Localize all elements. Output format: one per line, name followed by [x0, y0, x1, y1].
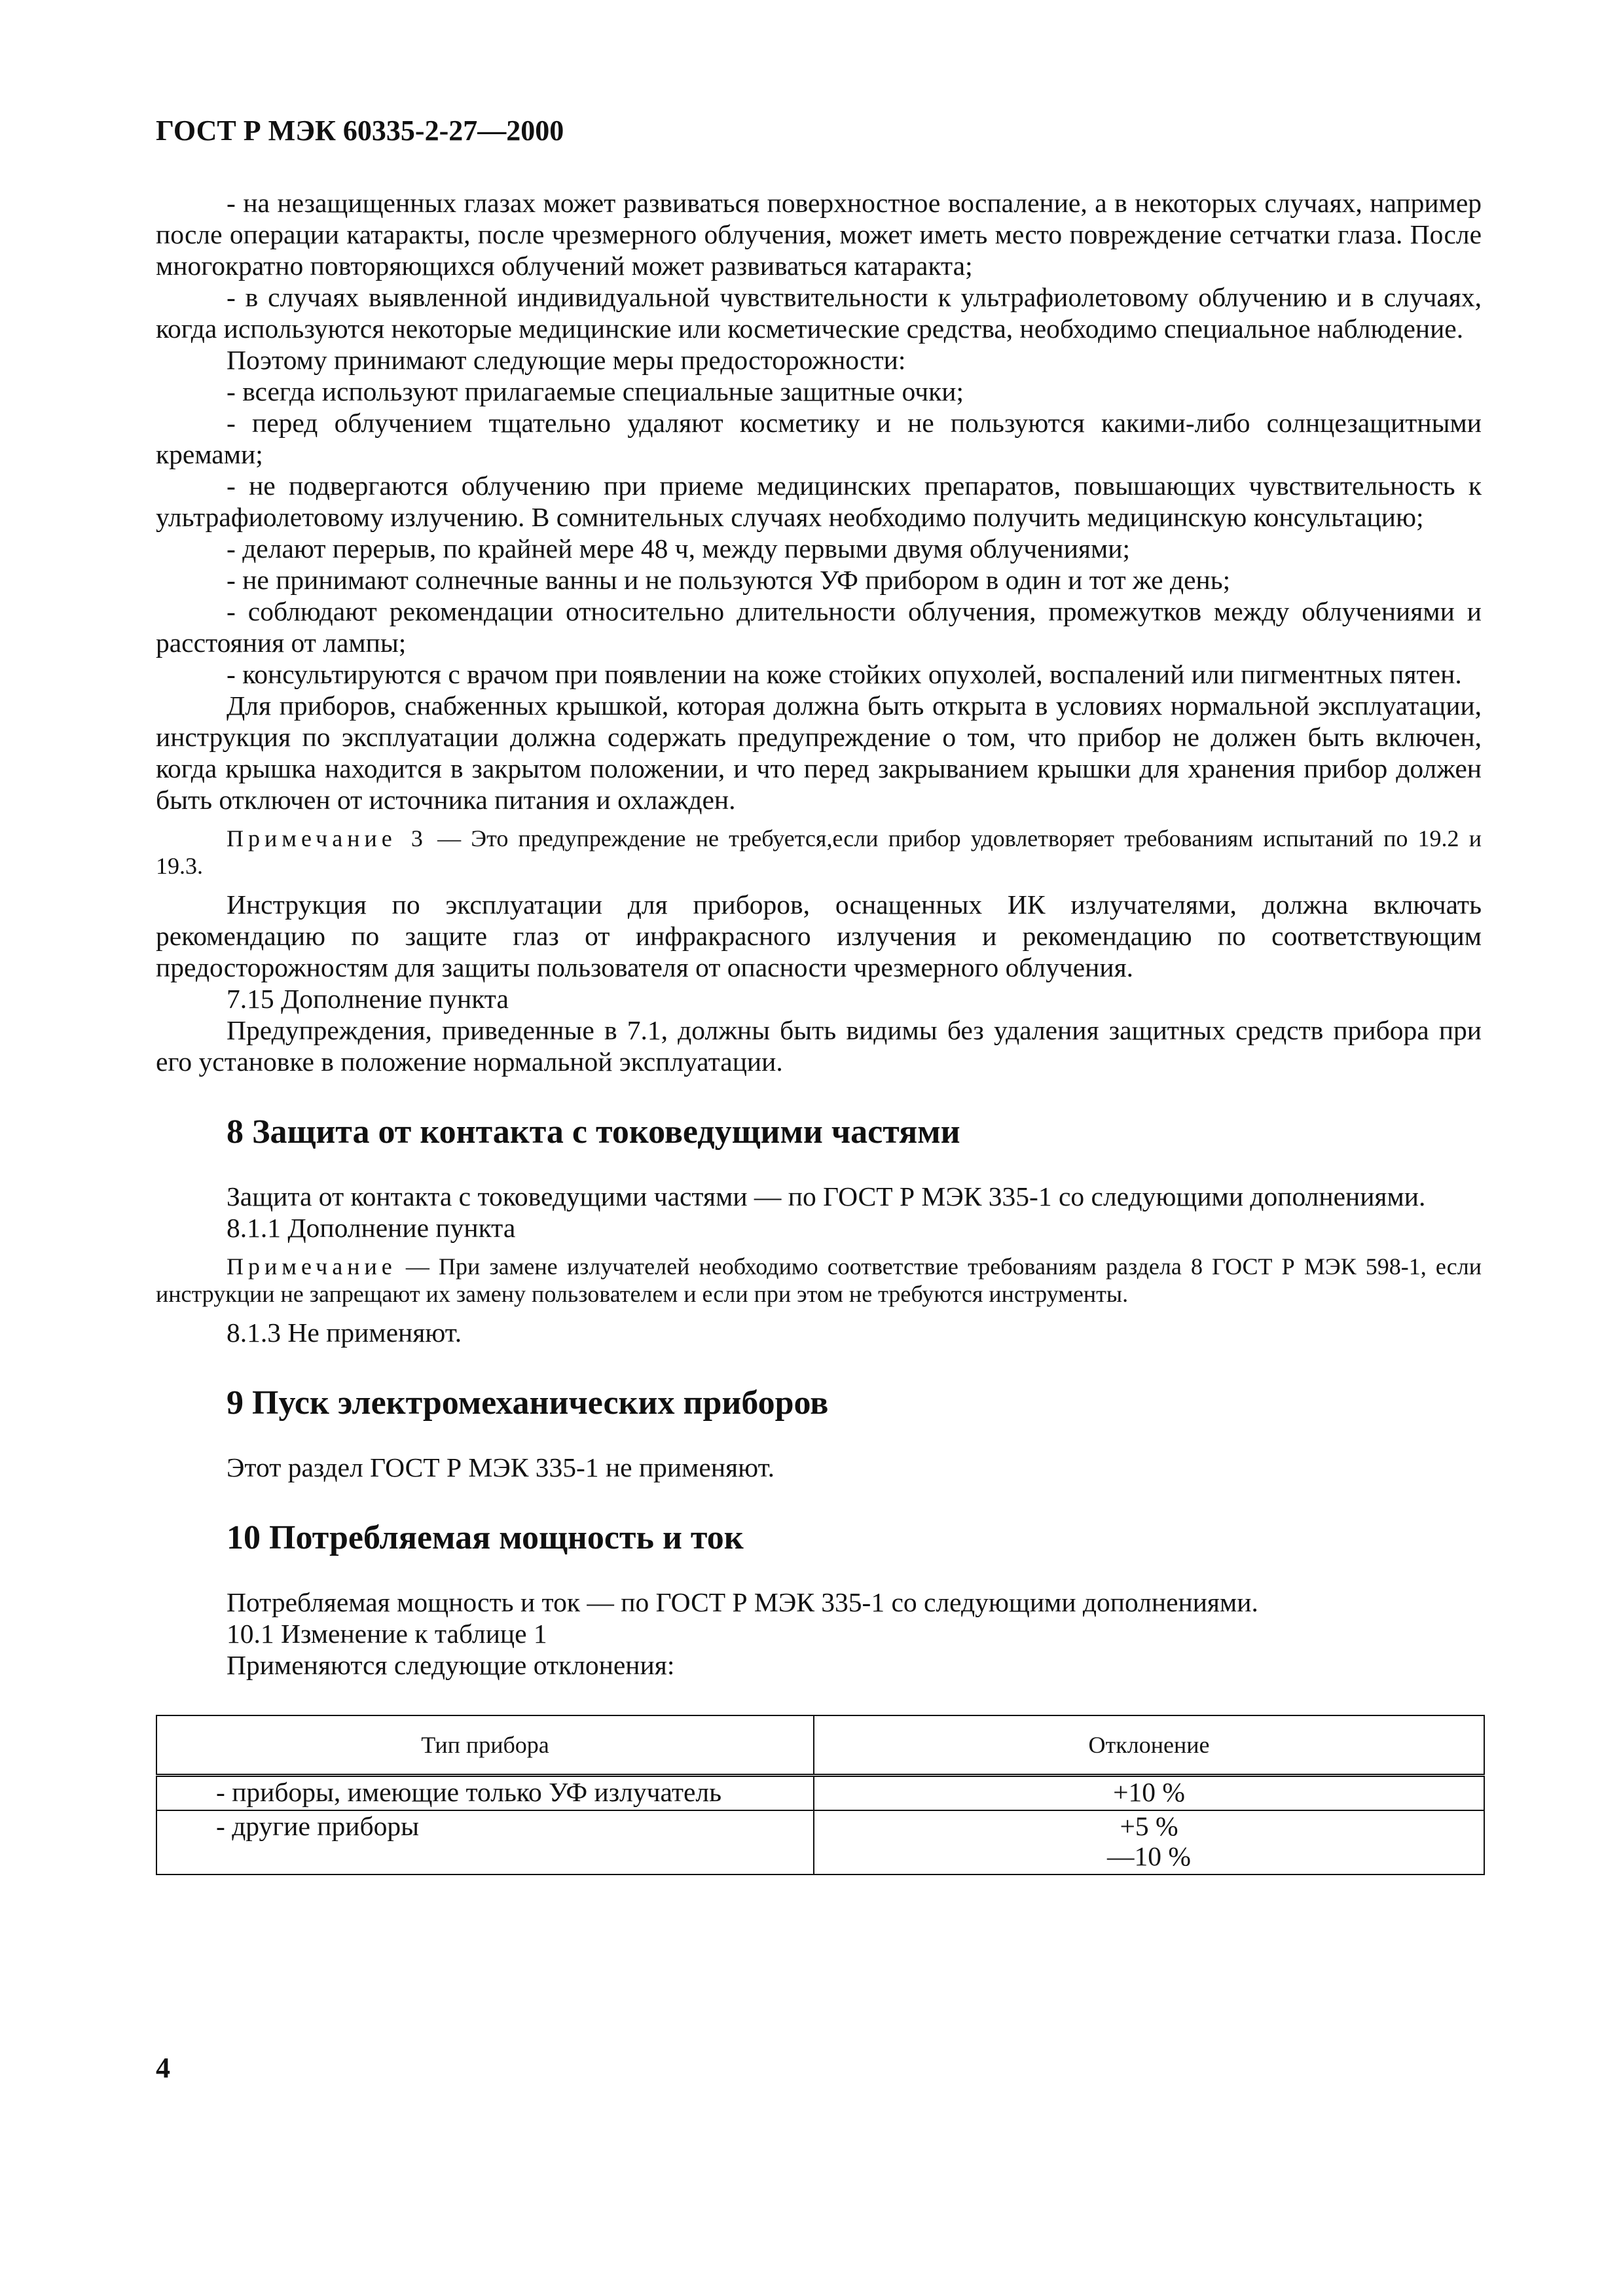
note-3-text: — Это предупреждение не требуется,если прибор удовлетворяет требованиям испытаний по 19.2 и 19.3. [156, 825, 1482, 879]
clause-7-15: 7.15 Дополнение пункта [227, 984, 509, 1014]
section-8-intro: Защита от контакта с токоведущими частями — по ГОСТ Р МЭК 335-1 со следующими дополнениями. [227, 1181, 1426, 1211]
table-row [156, 1776, 1484, 1811]
table-row [156, 1810, 1484, 1874]
section-10-heading: 10 Потребляемая мощность и ток [227, 1519, 744, 1556]
paragraph-sensitivity: - в случаях выявленной индивидуальной чувствительности к ультрафиолетовому облучению и в случаях, когда используются некоторые медицинские или косметические средства, необходимо специальное наблюдение. [156, 282, 1482, 344]
clause-10-1: 10.1 Изменение к таблице 1 [227, 1619, 547, 1649]
note-8-text: — При замене излучателей необходимо соответствие требованиям раздела 8 ГОСТ Р МЭК 598-1, если инструкции не запрещают их замену пользователем и если при этом не требуются инструменты. [156, 1253, 1482, 1307]
paragraph-warnings-visible: Предупреждения, приведенные в 7.1, должны быть видимы без удаления защитных средств прибора при его установке в положение нормальной эксплуатации. [156, 1015, 1482, 1077]
list-item-goggles: - всегда используют прилагаемые специальные защитные очки; [227, 376, 964, 406]
paragraph-lid-devices: Для приборов, снабженных крышкой, которая должна быть открыта в условиях нормальной эксплуатации, инструкция по эксплуатации должна содержать предупреждение о том, что прибор не должен быть включен, когда крышка находится в закрытом положении, и что перед закрыванием крышки для хранения прибор должен быть отключен от источника питания и охлажден. [156, 691, 1482, 815]
table-cell-type: - другие приборы [156, 1810, 814, 1874]
deviations-table [156, 1715, 1485, 1875]
section-9-heading: 9 Пуск электромеханических приборов [227, 1384, 829, 1422]
paragraph-eye-inflammation: - на незащищенных глазах может развиваться поверхностное воспаление, а в некоторых случаях, например после операции катаракты, после чрезмерного облучения, может иметь место повреждение сетчатки глаза. После многократно повторяющихся облучений может развиваться катаракта; [156, 188, 1482, 281]
note-8-label: Примечание [227, 1253, 397, 1280]
note-3-label: Примечание 3 [227, 825, 428, 852]
table-header-deviation: Отклонение [814, 1715, 1484, 1776]
section-9-text: Этот раздел ГОСТ Р МЭК 335-1 не применяют. [227, 1452, 775, 1482]
clause-8-1-3: 8.1.3 Не применяют. [227, 1318, 462, 1348]
document-header: ГОСТ Р МЭК 60335-2-27—2000 [156, 115, 564, 147]
paragraph-precautions-intro: Поэтому принимают следующие меры предосторожности: [227, 345, 906, 375]
document-page [156, 111, 1482, 1875]
list-item-break: - делают перерыв, по крайней мере 48 ч, между первыми двумя облучениями; [227, 533, 1131, 564]
table-cell-deviation: +10 % [814, 1776, 1484, 1811]
note-8-1-1 [156, 1253, 1482, 1308]
paragraph-ir-emitters: Инструкция по эксплуатации для приборов, оснащенных ИК излучателями, должна включать рекомендацию по защите глаз от инфракрасного излучения и рекомендацию по соответствующим предосторожностям для защиты пользователя от опасности чрезмерного облучения. [156, 889, 1482, 982]
deviation-plus: +5 % [1120, 1811, 1178, 1841]
table-cell-type: - приборы, имеющие только УФ излучатель [156, 1776, 814, 1811]
clause-8-1-1: 8.1.1 Дополнение пункта [227, 1213, 516, 1243]
section-8-heading: 8 Защита от контакта с токоведущими частями [227, 1113, 960, 1151]
list-item-sunbathing: - не принимают солнечные ванны и не пользуются УФ прибором в один и тот же день; [227, 565, 1231, 595]
page-number: 4 [156, 2052, 170, 2084]
deviation-minus: —10 % [1107, 1841, 1191, 1871]
list-item-medication: - не подвергаются облучению при приеме медицинских препаратов, повышающих чувствительность к ультрафиолетовому излучению. В сомнительных случаях необходимо получить медицинскую консультацию; [156, 471, 1482, 532]
paragraph-deviations-intro: Применяются следующие отклонения: [227, 1650, 675, 1680]
list-item-recommendations: - соблюдают рекомендации относительно длительности облучения, промежутков между облучениями и расстояния от лампы; [156, 596, 1482, 658]
note-3 [156, 825, 1482, 880]
section-10-intro: Потребляемая мощность и ток — по ГОСТ Р МЭК 335-1 со следующими дополнениями. [227, 1587, 1258, 1617]
list-item-cosmetics: - перед облучением тщательно удаляют косметику и не пользуются какими-либо солнцезащитными кремами; [156, 408, 1482, 469]
table-header-row [156, 1715, 1484, 1776]
list-item-consult-doctor: - консультируются с врачом при появлении на коже стойких опухолей, воспалений или пигментных пятен. [227, 659, 1462, 689]
table-header-type: Тип прибора [156, 1715, 814, 1776]
table-cell-deviation [814, 1810, 1484, 1874]
